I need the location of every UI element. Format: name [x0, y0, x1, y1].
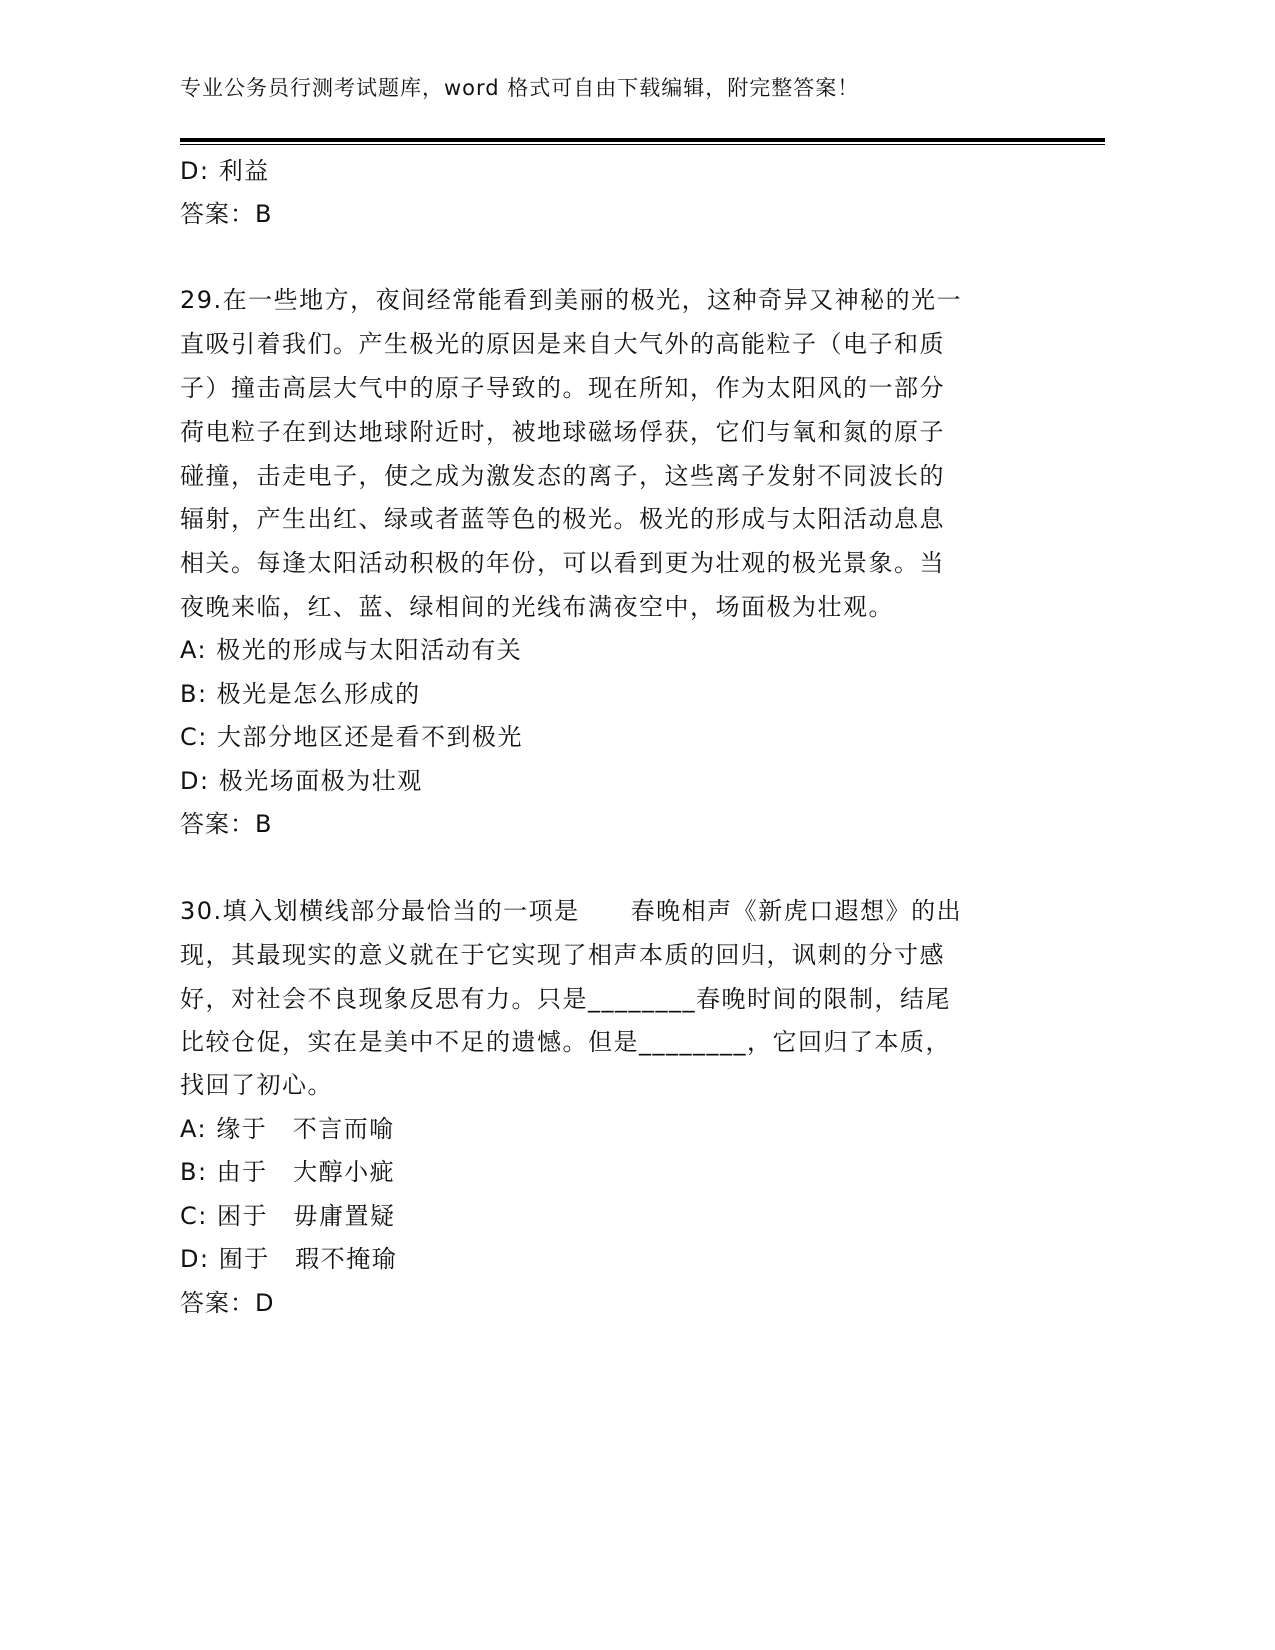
q29-stem-line: 直吸引着我们。产生极光的原因是来自大气外的高能粒子（电子和质	[180, 330, 945, 358]
q30-option-d: D: 囿于 瑕不掩瑜	[180, 1245, 398, 1273]
prev-option-d: D: 利益	[180, 157, 270, 185]
header-rule	[180, 138, 1105, 142]
q29-answer: 答案：B	[180, 810, 273, 838]
q29-option-d: D: 极光场面极为壮观	[180, 767, 423, 795]
q29-stem-line: 碰撞，击走电子，使之成为激发态的离子，这些离子发射不同波长的	[180, 462, 945, 490]
q30-stem-line: 比较仓促，实在是美中不足的遗憾。但是________，它回归了本质，	[180, 1028, 951, 1056]
q29-stem-line: 29.在一些地方，夜间经常能看到美丽的极光，这种奇异又神秘的光一	[180, 286, 963, 314]
q29-stem-line: 相关。每逢太阳活动积极的年份，可以看到更为壮观的极光景象。当	[180, 549, 945, 577]
q29-stem-line: 夜晚来临，红、蓝、绿相间的光线布满夜空中，场面极为壮观。	[180, 593, 894, 621]
prev-answer: 答案：B	[180, 200, 273, 228]
q30-stem-line: 现，其最现实的意义就在于它实现了相声本质的回归，讽刺的分寸感	[180, 941, 945, 969]
q29-stem-line: 荷电粒子在到达地球附近时，被地球磁场俘获，它们与氧和氮的原子	[180, 418, 945, 446]
q30-stem-line: 30.填入划横线部分最恰当的一项是 春晚相声《新虎口遐想》的出	[180, 897, 963, 925]
q29-stem-line: 辐射，产生出红、绿或者蓝等色的极光。极光的形成与太阳活动息息	[180, 505, 945, 533]
q30-stem-line: 好，对社会不良现象反思有力。只是________春晚时间的限制，结尾	[180, 985, 951, 1013]
q29-option-a: A: 极光的形成与太阳活动有关	[180, 636, 523, 664]
q30-option-c: C: 困于 毋庸置疑	[180, 1202, 396, 1230]
page-header: 专业公务员行测考试题库，word 格式可自由下载编辑，附完整答案！	[180, 76, 860, 100]
q30-stem-line: 找回了初心。	[180, 1071, 333, 1099]
q30-answer: 答案：D	[180, 1289, 275, 1317]
q29-option-b: B: 极光是怎么形成的	[180, 680, 421, 708]
q30-option-a: A: 缘于 不言而喻	[180, 1115, 395, 1143]
q30-option-b: B: 由于 大醇小疵	[180, 1158, 396, 1186]
header-rule-thin	[180, 144, 1105, 145]
q29-stem-line: 子）撞击高层大气中的原子导致的。现在所知，作为太阳风的一部分	[180, 374, 945, 402]
q29-option-c: C: 大部分地区还是看不到极光	[180, 723, 523, 751]
